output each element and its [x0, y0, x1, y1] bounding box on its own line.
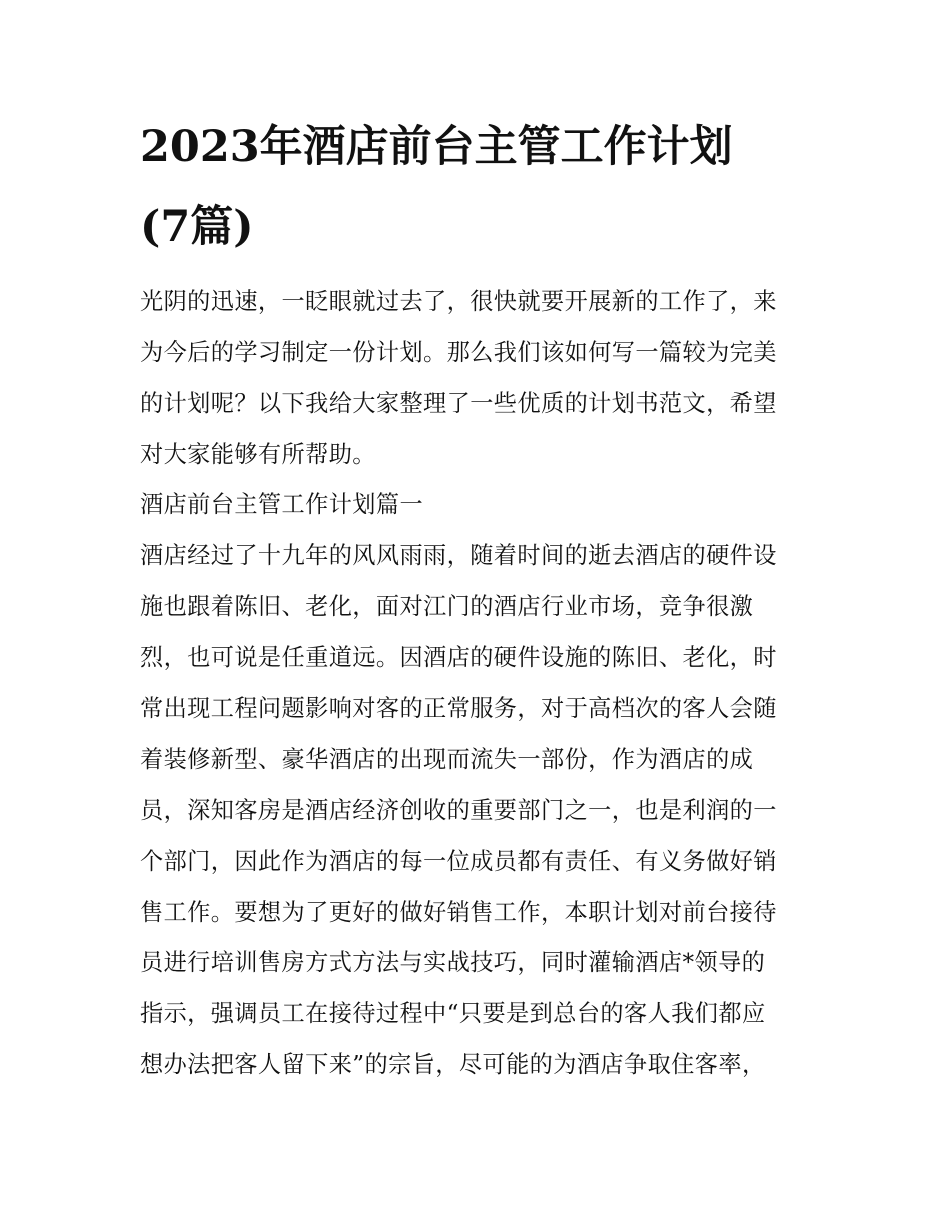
intro-line-3: 的计划呢？以下我给大家整理了一些优质的计划书范文，希望 [140, 390, 777, 417]
body-line-9: 员进行培训售房方式方法与实战技巧，同时灌输酒店*领导的 [140, 949, 766, 976]
body-line-2: 施也跟着陈旧、老化，面对江门的酒店行业市场，竞争很激 [140, 593, 754, 620]
intro-line-2: 为今后的学习制定一份计划。那么我们该如何写一篇较为完美 [140, 339, 777, 366]
body-line-10: 指示，强调员工在接待过程中“只要是到总台的客人我们都应 [140, 1000, 766, 1027]
document-title-line-2: (7篇) [140, 202, 254, 252]
document-title-line-1: 2023年酒店前台主管工作计划 [140, 122, 733, 172]
body-line-1: 酒店经过了十九年的风风雨雨，随着时间的逝去酒店的硬件设 [140, 542, 777, 569]
body-line-6: 员，深知客房是酒店经济创收的重要部门之一，也是利润的一 [140, 797, 777, 824]
body-line-8: 售工作。要想为了更好的做好销售工作，本职计划对前台接待 [140, 899, 777, 926]
body-line-3: 烈，也可说是任重道远。因酒店的硬件设施的陈旧、老化，时 [140, 644, 777, 671]
body-line-11: 想办法把客人留下来”的宗旨，尽可能的为酒店争取住客率， [140, 1051, 766, 1078]
body-line-5: 着装修新型、豪华酒店的出现而流失一部份，作为酒店的成 [140, 746, 754, 773]
body-line-7: 个部门，因此作为酒店的每一位成员都有责任、有义务做好销 [140, 848, 777, 875]
intro-line-1: 光阴的迅速，一眨眼就过去了，很快就要开展新的工作了，来 [140, 288, 777, 315]
intro-line-4: 对大家能够有所帮助。 [140, 441, 376, 468]
section-heading: 酒店前台主管工作计划篇一 [140, 491, 424, 518]
body-line-4: 常出现工程问题影响对客的正常服务，对于高档次的客人会随 [140, 695, 777, 722]
